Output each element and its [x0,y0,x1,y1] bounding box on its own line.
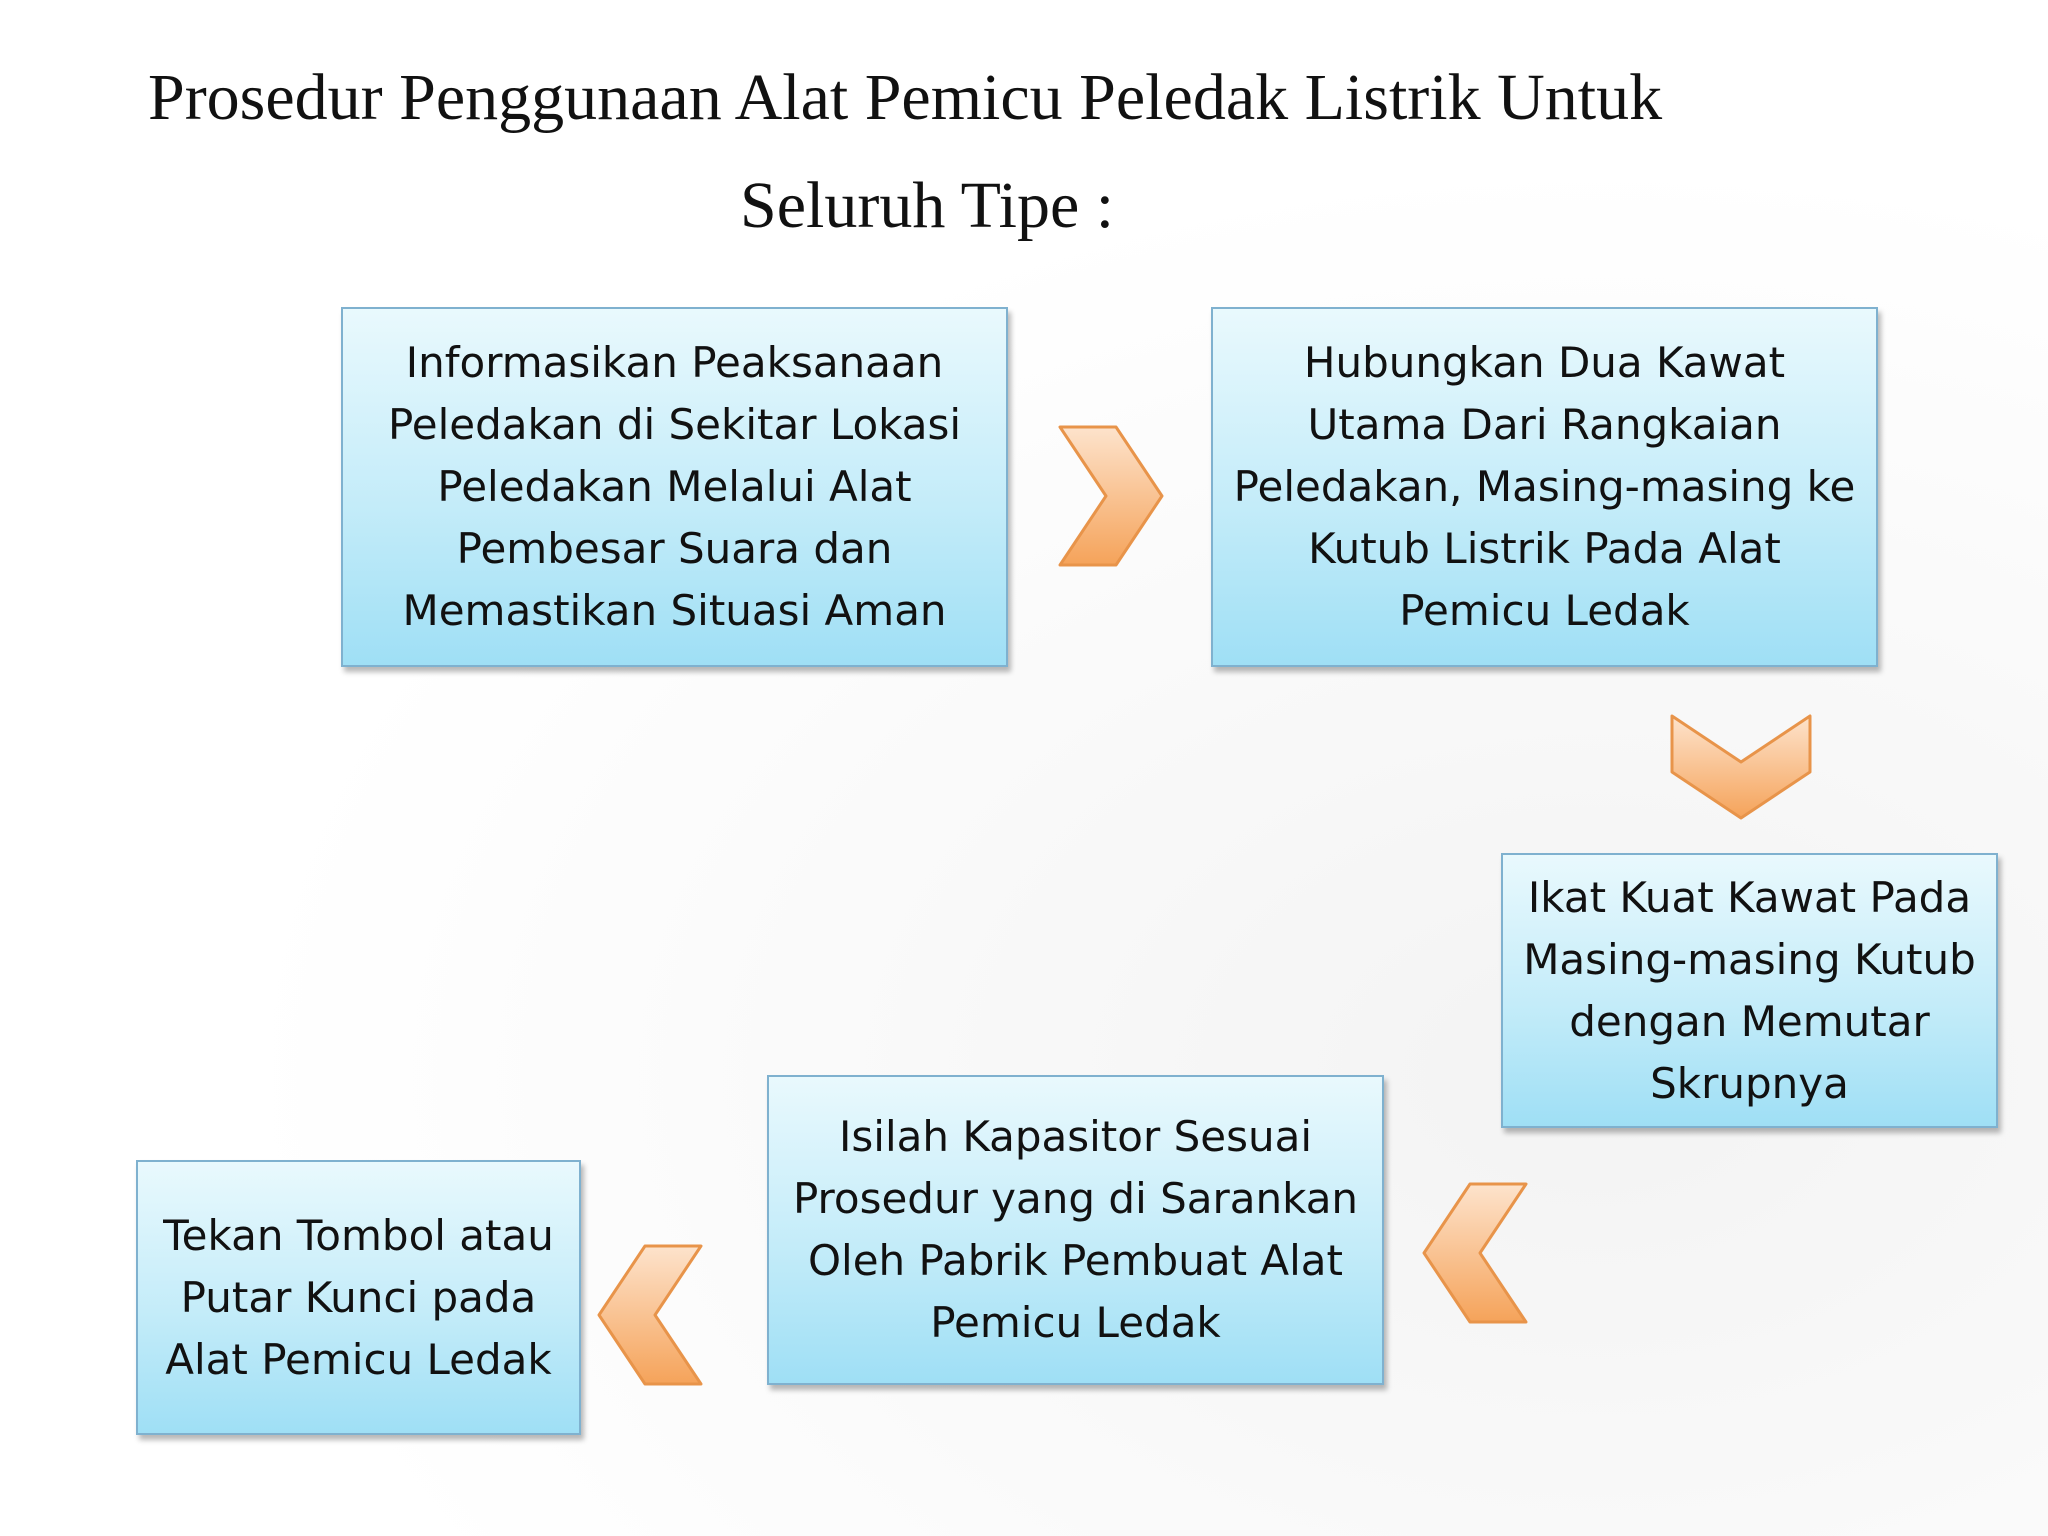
step-1-text: Informasikan Peaksanaan Peledakan di Sekitar Lokasi Peledakan Melalui Alat Pembesar Suara dan Memastikan Situasi Aman [387,338,962,635]
arrow-right-icon [1058,425,1166,567]
step-5-text: Tekan Tombol atau Putar Kunci pada Alat Pemicu Ledak [163,1210,554,1384]
step-4-box [767,1075,1384,1385]
step-2-box [1211,307,1878,667]
arrow-left-icon [1420,1182,1528,1324]
step-3-box [1501,853,1998,1128]
step-3-text: Ikat Kuat Kawat Pada Masing-masing Kutub dengan Memutar Skrupnya [1523,872,1976,1108]
arrow-down-icon [1670,714,1812,822]
step-1-box [341,307,1008,667]
step-5-box [136,1160,581,1435]
step-2-text: Hubungkan Dua Kawat Utama Dari Rangkaian Peledakan, Masing-masing ke Kutub Listrik Pada Alat Pemicu Ledak [1233,338,1856,635]
arrow-left-icon [595,1244,703,1386]
page-title-line-2: Seluruh Tipe : [740,169,1115,242]
page-title-line-1: Prosedur Penggunaan Alat Pemicu Peledak Listrik Untuk [148,61,1663,134]
step-4-text: Isilah Kapasitor Sesuai Prosedur yang di Sarankan Oleh Pabrik Pembuat Alat Pemicu Ledak [792,1112,1359,1347]
